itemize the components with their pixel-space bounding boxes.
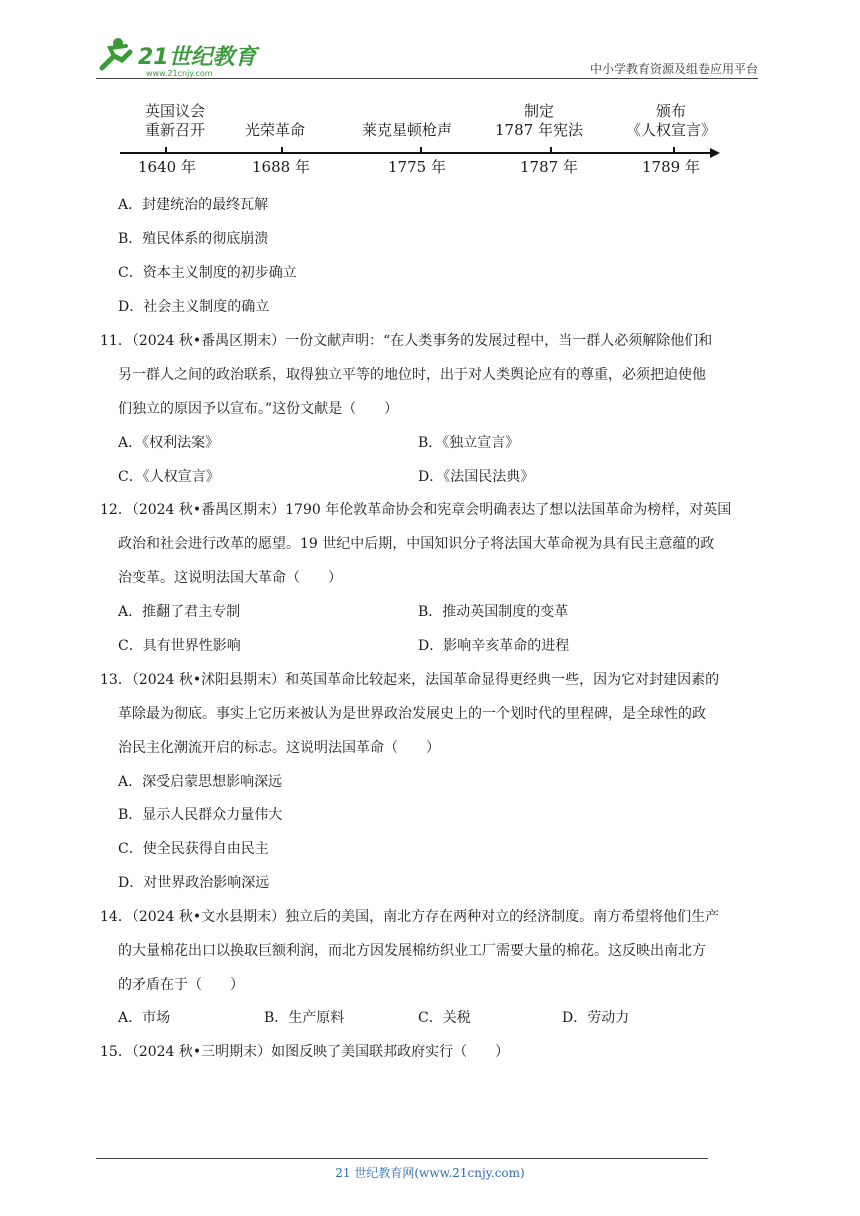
- q10-option-b: B．殖民体系的彻底崩溃: [118, 231, 269, 247]
- q12-option-b: B．推动英国制度的变革: [418, 604, 569, 620]
- q13-option-a: A．深受启蒙思想影响深远: [118, 774, 283, 790]
- q11-option-d: D．《法国民法典》: [418, 469, 535, 485]
- timeline-tick: [673, 147, 675, 153]
- header-divider: [96, 78, 758, 79]
- q14-stem-line1: 14．（2024 秋•文水县期末）独立后的美国，南北方存在两种对立的经济制度。南方希望将他们生产: [100, 909, 720, 925]
- q13-stem-line3: 治民主化潮流开启的标志。这说明法国革命（ ）: [118, 740, 440, 756]
- q14-option-d: D．劳动力: [562, 1010, 630, 1026]
- q13-option-c: C．使全民获得自由民主: [118, 841, 269, 857]
- logo-wordmark: 21世纪教育: [138, 45, 257, 70]
- timeline-event-5-line2: 《人权宣言》: [625, 121, 716, 139]
- timeline-event-2-line1: [210, 102, 340, 121]
- timeline-year-2: 1688 年: [252, 158, 310, 176]
- header-slogan: 中小学教育资源及组卷应用平台: [589, 62, 758, 76]
- q10-option-a: A．封建统治的最终瓦解: [118, 197, 269, 213]
- timeline-event-3-line2: 莱克星顿枪声: [361, 121, 452, 139]
- q13-stem-line2: 革除最为彻底。事实上它历来被认为是世界政治发展史上的一个划时代的里程碑，是全球性的政: [118, 706, 706, 722]
- timeline-event-3-line1: [342, 102, 472, 121]
- timeline-event-1-line2: 重新召开: [144, 121, 205, 139]
- q10-option-d: D．社会主义制度的确立: [118, 299, 270, 315]
- q15-stem-line1: 15．（2024 秋•三明期末）如图反映了美国联邦政府实行（ ）: [100, 1044, 510, 1060]
- timeline-year-3: 1775 年: [388, 158, 446, 176]
- q14-stem-line2: 的大量棉花出口以换取巨额利润，而北方因发展棉纺织业工厂需要大量的棉花。这反映出南北方: [118, 943, 706, 959]
- q13-stem-line1: 13．（2024 秋•沭阳县期末）和英国革命比较起来，法国革命显得更经典一些，因为它对封建因素的: [100, 672, 720, 688]
- q11-option-c: C．《人权宣言》: [118, 469, 220, 485]
- timeline-year-5: 1789 年: [642, 158, 700, 176]
- q12-stem-line3: 治变革。这说明法国大革命（ ）: [118, 570, 342, 586]
- page-header: [96, 34, 758, 78]
- timeline-event-4-line1: 制定: [523, 102, 554, 120]
- timeline-event-4: [474, 102, 604, 140]
- runner-logo-icon: [96, 34, 266, 78]
- site-logo: [96, 34, 266, 78]
- timeline-event-2-line2: 光荣革命: [244, 121, 305, 139]
- q12-option-a: A．推翻了君主专制: [118, 604, 241, 620]
- q11-stem-line1: 11．（2024 秋•番禺区期末）一份文献声明：“在人类事务的发展过程中，当一群人必须解除他们和: [100, 333, 713, 349]
- q12-option-c: C．具有世界性影响: [118, 638, 241, 654]
- q14-option-c: C．关税: [418, 1010, 471, 1026]
- timeline-event-5-line1: 颁布: [655, 102, 686, 120]
- timeline-tick: [420, 147, 422, 153]
- timeline-event-2: [210, 102, 340, 140]
- q12-stem-line2: 政治和社会进行改革的愿望。19 世纪中后期，中国知识分子将法国大革命视为具有民主意蕴的政: [118, 536, 715, 552]
- timeline-tick: [165, 147, 167, 153]
- timeline-tick: [550, 147, 552, 153]
- timeline-figure: [110, 102, 720, 182]
- timeline-event-5: [606, 102, 736, 140]
- q12-option-d: D．影响辛亥革命的进程: [418, 638, 570, 654]
- q11-stem-line2: 另一群人之间的政治联系，取得独立平等的地位时，出于对人类舆论应有的尊重，必须把迫使他: [118, 367, 706, 383]
- q13-option-d: D．对世界政治影响深远: [118, 875, 270, 891]
- timeline-axis: [120, 152, 712, 154]
- q14-option-b: B．生产原料: [264, 1010, 345, 1026]
- q13-option-b: B．显示人民群众力量伟大: [118, 807, 283, 823]
- q10-option-c: C．资本主义制度的初步确立: [118, 265, 297, 281]
- timeline-event-4-line2: 1787 年宪法: [495, 121, 583, 139]
- footer-link[interactable]: 21 世纪教育网(www.21cnjy.com): [335, 1166, 525, 1180]
- logo-url: www.21cnjy.com: [146, 69, 213, 78]
- q11-option-b: B．《独立宣言》: [418, 435, 520, 451]
- footer-divider: [96, 1158, 708, 1159]
- timeline-event-1-line1: 英国议会: [144, 102, 205, 120]
- q12-stem-line1: 12．（2024 秋•番禺区期末）1790 年伦敦革命协会和宪章会明确表达了想以法国革命为榜样，对英国: [100, 502, 732, 518]
- q11-stem-line3: 们独立的原因予以宣布。”这份文献是（ ）: [118, 401, 399, 417]
- timeline-event-3: [342, 102, 472, 140]
- timeline-year-4: 1787 年: [520, 158, 578, 176]
- q11-option-a: A．《权利法案》: [118, 435, 220, 451]
- q14-option-a: A．市场: [118, 1010, 171, 1026]
- timeline-year-1: 1640 年: [138, 158, 196, 176]
- timeline-tick: [281, 147, 283, 153]
- q14-stem-line3: 的矛盾在于（ ）: [118, 977, 244, 993]
